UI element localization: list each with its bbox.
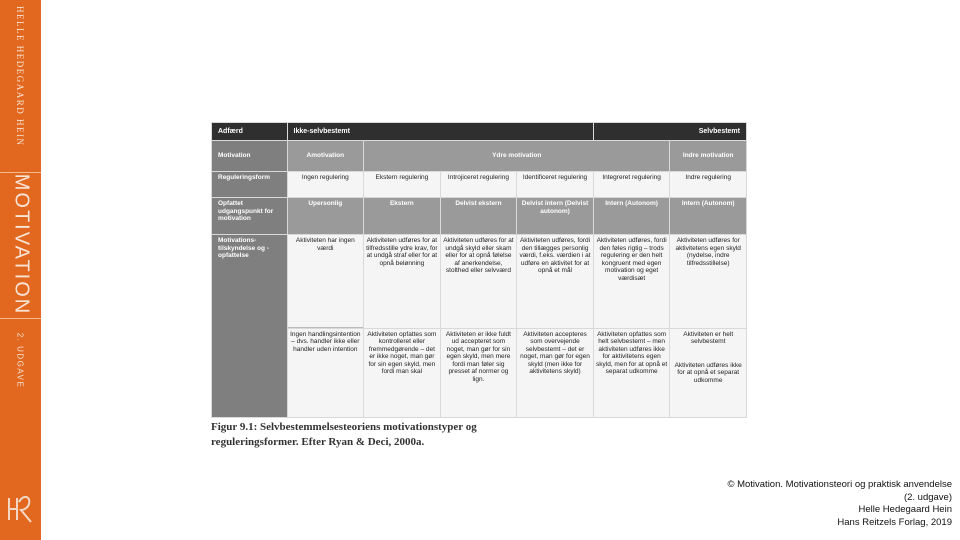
table-cell: Delvist ekstern (441, 198, 517, 234)
table-cell-stack (670, 329, 746, 417)
header-adfaerd: Adfærd (212, 123, 287, 140)
tilskyndelse-label: Motivations-tilskyndelse og -opfattelse (212, 235, 287, 417)
motivation-figure (211, 122, 747, 418)
opfattet-label: Opfattet udgangspunkt for motivation (212, 198, 287, 234)
indre-motivation-cell: Indre motivation (670, 141, 746, 171)
header-ikke-selvbestemt: Ikke-selvbestemt (288, 123, 593, 140)
regulering-row (212, 172, 746, 197)
publisher-logo (5, 490, 37, 526)
table-cell: Aktiviteten udføres for aktivitetens egen skyld (nydelse, indre tilfredsstillelse) (670, 235, 746, 327)
table-cell: Integreret regulering (594, 172, 670, 197)
figure-caption: Figur 9.1: Selvbestemmelsesteoriens motivationstyper og reguleringsformer. Efter Ryan & Deci, 2000a. (211, 421, 477, 448)
ydre-motivation-cell: Ydre motivation (364, 141, 669, 171)
tilskyndelse-row-top (212, 235, 746, 327)
table-cell: Delvist intern (Delvist autonom) (517, 198, 593, 234)
table-cell: Identificeret regulering (517, 172, 593, 197)
table-cell: Ingen handlingsintention – dvs. handler ikke eller handler uden intention (288, 329, 364, 417)
motivation-label: Motivation (212, 141, 287, 171)
table-header-row (212, 123, 746, 140)
book-spine (0, 0, 41, 540)
spine-edition: 2. UDGAVE (15, 332, 25, 389)
publisher-logo-mark (5, 490, 37, 526)
header-selvbestemt: Selvbestemt (594, 123, 746, 140)
table-cell: Aktiviteten udføres, fordi den føles rigtig – trods regulering er den helt kongruent med egen motivation og eget værdisæt (594, 235, 670, 327)
table-cell: Aktiviteten udføres for at tilfredsstille ydre krav, for at undgå straf eller for at opnå belønning (364, 235, 440, 327)
table-cell: Indre regulering (670, 172, 746, 197)
table-cell: Aktiviteten har ingen værdi (288, 235, 364, 327)
table-cell-text: Aktiviteten udføres ikke for at opnå et separat udkomme (674, 361, 742, 384)
table-cell: Intern (Autonom) (670, 198, 746, 234)
table-cell: Ekstern (364, 198, 440, 234)
spine-author: HELLE HEDEGAARD HEIN (15, 6, 25, 147)
credits (652, 479, 952, 529)
credits-line-title: © Motivation. Motivationsteori og praktisk anvendelse (727, 479, 952, 490)
table-cell: Aktiviteten udføres for at undgå skyld eller skam eller for at opnå følelse af anerkendelse, stolthed eller selvværd (441, 235, 517, 327)
table-cell: Aktiviteten opfattes som kontrolleret eller fremmedgørende – det er ikke noget, man gør for sin egen skyld, men fordi man skal (364, 329, 440, 417)
table-cell: Ingen regulering (288, 172, 364, 197)
credits-line-publisher: Hans Reitzels Forlag, 2019 (837, 516, 952, 528)
table-cell: Introjiceret regulering (441, 172, 517, 197)
spine-title: MOTIVATION (10, 173, 33, 316)
credits-line-edition: (2. udgave) (903, 491, 952, 503)
table-cell-text: Aktiviteten er helt selvbestemt (683, 330, 734, 346)
table-cell: Aktiviteten accepteres som overvejende selvbestemt – det er noget, man gør for egen skyld (men ikke for aktivitetens skyld) (517, 329, 593, 417)
credits-line-author: Helle Hedegaard Hein (858, 504, 952, 515)
motivation-row (212, 141, 746, 171)
amotivation-cell: Amotivation (288, 141, 364, 171)
table-cell: Aktiviteten udføres, fordi den tillægges personlig værdi, f.eks. værdien i at udføre en aktivitet for at opnå et mål (517, 235, 593, 327)
table-cell: Aktiviteten opfattes som helt selvbestemt – men aktiviteten udføres ikke for aktivitetens egen skyld, men for at opnå et separat udkomme (594, 329, 670, 417)
table-cell: Intern (Autonom) (594, 198, 670, 234)
regulering-label: Reguleringsform (212, 172, 287, 197)
table-cell: Upersonlig (288, 198, 364, 234)
table-cell: Aktiviteten er ikke fuldt ud accepteret som noget, man gør for sin egen skyld, men mere fordi man føler sig presset af normer og lign. (441, 329, 517, 417)
table-cell: Ekstern regulering (364, 172, 440, 197)
motivation-table (211, 122, 747, 418)
tilskyndelse-row-bottom (212, 329, 746, 417)
opfattet-row (212, 198, 746, 234)
spine-divider-bottom (0, 318, 41, 319)
